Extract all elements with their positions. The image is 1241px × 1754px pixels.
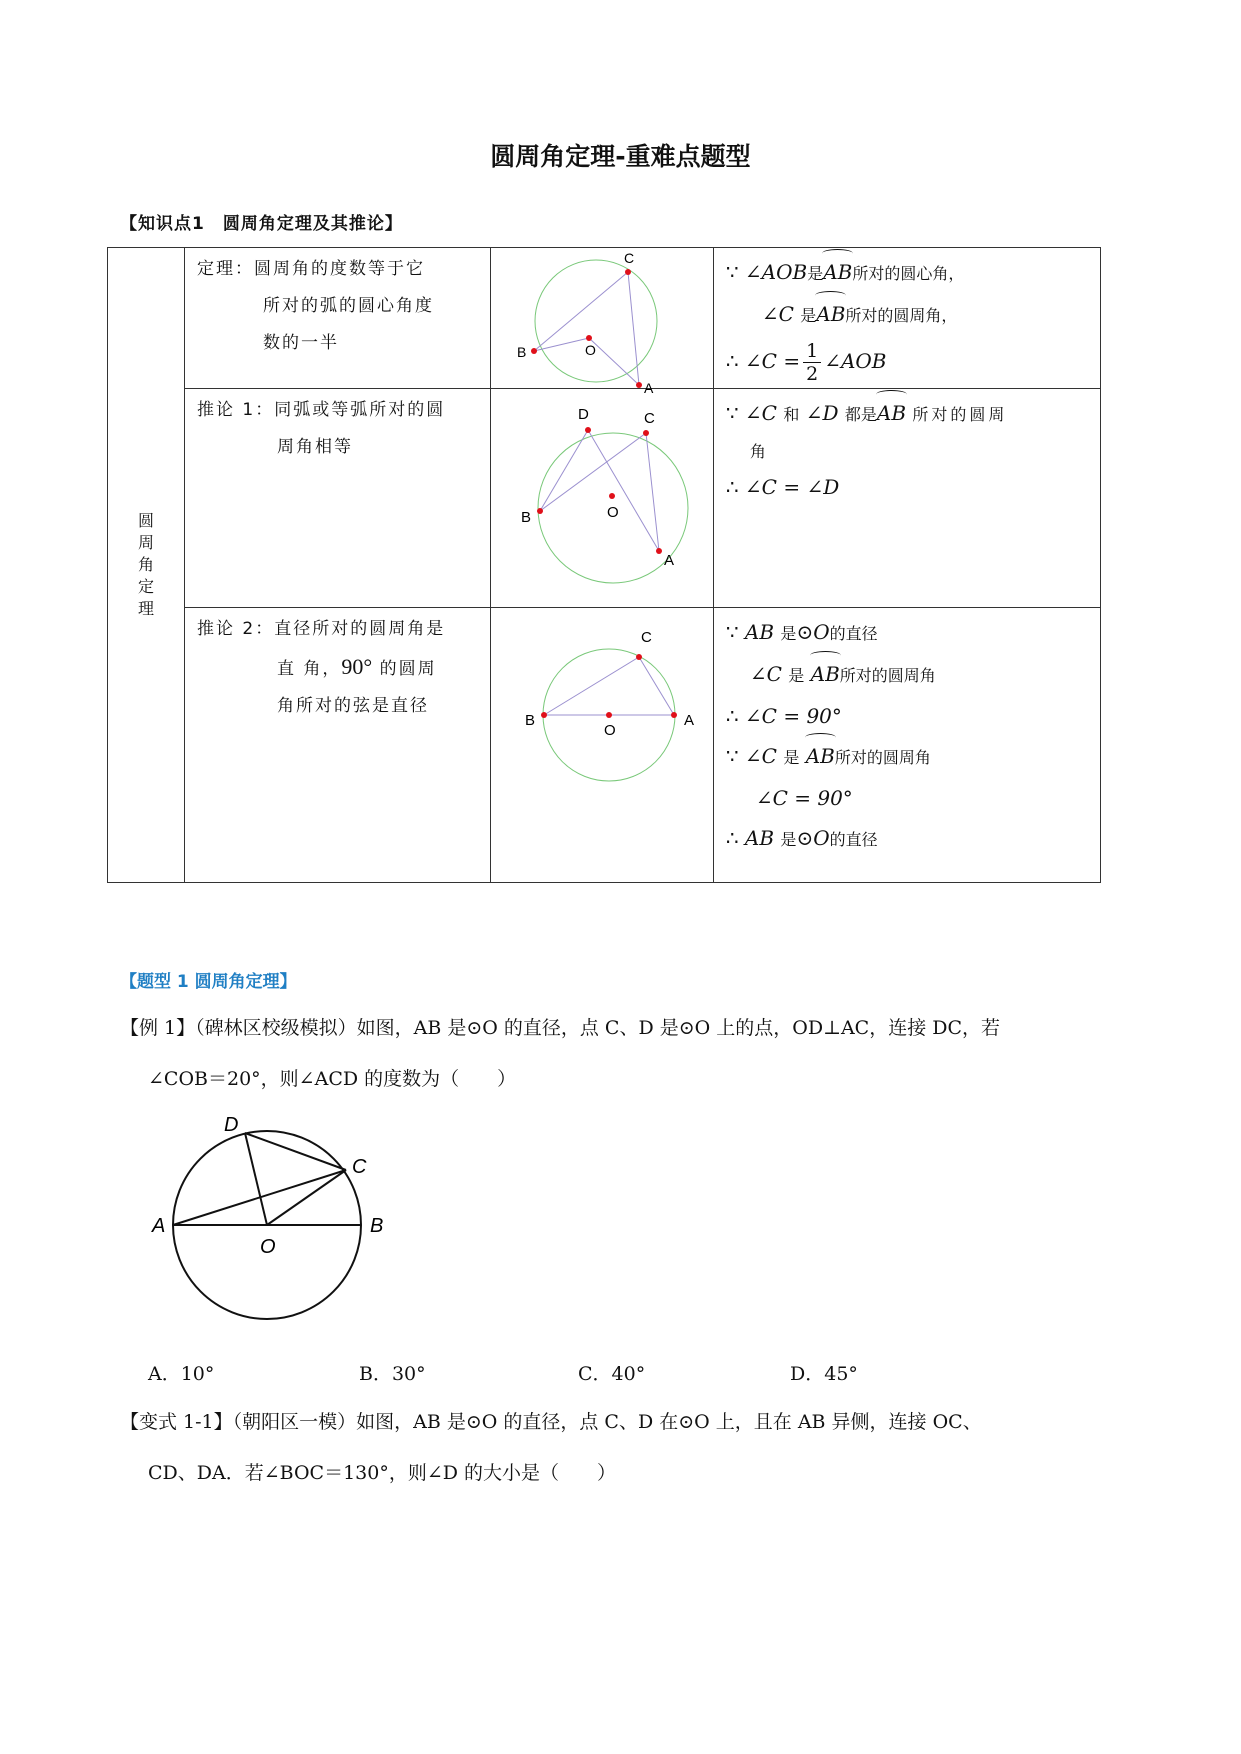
page-title: 圆周角定理-重难点题型 <box>490 142 751 171</box>
row-header-char: 定 <box>138 577 155 596</box>
proof-line: ∴ ∠C = $\frac{1}{2}$ ∠AOB <box>725 340 887 385</box>
corollary2-figure-cell <box>490 608 713 883</box>
row-header-char: 周 <box>138 533 155 552</box>
statement-line: 角所对的弦是直径 <box>277 696 430 716</box>
fig-label-a: A <box>152 1215 166 1237</box>
variant1-line1: 【变式 1-1】（朝阳区一模）如图，AB 是⊙O 的直径，点 C、D 在⊙O 上，且在 AB 异侧，连接 OC、 <box>120 1411 982 1433</box>
point-label-o: O <box>584 342 596 358</box>
example1-figure <box>140 1108 400 1328</box>
fig-label-b: B <box>370 1215 384 1237</box>
proof-line: ∴ ∠C = 90° <box>725 704 842 728</box>
corollary2-row <box>108 608 1101 883</box>
point-label-c: C <box>640 629 652 646</box>
corollary2-figure <box>491 608 713 878</box>
theorem-figure <box>491 248 713 396</box>
row-header <box>108 248 185 883</box>
proof-line: 角 <box>749 442 766 461</box>
option-c[interactable]: C．40° <box>578 1363 646 1385</box>
point-label-c: C <box>623 250 634 266</box>
point-label-b: B <box>520 509 531 526</box>
statement-line: 推论 1：同弧或等弧所对的圆 <box>197 400 446 420</box>
theorem-row <box>108 248 1101 389</box>
proof-line: ∵ ∠C 是 AB所对的圆周角 <box>726 736 1092 778</box>
example1-line1: 【例 1】（碑林区校级模拟）如图，AB 是⊙O 的直径，点 C、D 是⊙O 上的点，OD⊥AC，连接 DC，若 <box>120 1017 1001 1039</box>
proof-line: ∵ ∠C 和 ∠D 都是AB 所对的圆周 <box>726 393 1092 435</box>
fig-label-d: D <box>224 1114 239 1136</box>
option-a[interactable]: A．10° <box>148 1363 215 1385</box>
point-label-d: D <box>577 406 589 423</box>
proof-line: ∵ AB 是⊙O的直径 <box>725 620 878 644</box>
theorem-statement <box>185 248 491 389</box>
option-d[interactable]: D．45° <box>790 1363 858 1385</box>
theorem-figure-cell <box>490 248 713 396</box>
point-label-b: B <box>516 344 527 360</box>
statement-line: 所对的弧的圆心角度 <box>263 296 435 316</box>
point-label-o: O <box>603 722 616 739</box>
fig-label-o: O <box>260 1236 276 1258</box>
row-header-char: 角 <box>138 555 155 574</box>
type1-heading: 【题型 1 圆周角定理】 <box>120 972 297 992</box>
row-header-char: 理 <box>138 599 155 618</box>
variant1-line2: CD、DA．若∠BOC＝130°，则∠D 的大小是（ ） <box>148 1462 617 1484</box>
theorem-proof <box>713 248 1100 389</box>
corollary1-row <box>108 389 1101 608</box>
point-label-a: A <box>683 712 694 729</box>
statement-line: 推论 2：直径所对的圆周角是 <box>197 619 446 639</box>
proof-line: ∴ ∠C = ∠D <box>725 475 840 499</box>
point-label-c: C <box>643 410 655 427</box>
row-header-char: 圆 <box>138 511 155 530</box>
statement-line: 直 角，90° 的圆周 <box>277 654 437 679</box>
fig-label-c: C <box>352 1156 367 1178</box>
corollary2-proof <box>713 608 1100 883</box>
theorem-table <box>107 247 1101 883</box>
proof-line: ∠C = 90° <box>755 786 853 810</box>
corollary1-statement <box>185 389 491 608</box>
statement-line: 定理：圆周角的度数等于它 <box>197 259 426 279</box>
knowledge-point-heading: 【知识点1 圆周角定理及其推论】 <box>120 214 403 234</box>
statement-line: 周角相等 <box>277 437 354 457</box>
proof-line: ∠C 是 AB所对的圆周角 <box>726 654 1092 696</box>
corollary2-statement <box>185 608 491 883</box>
corollary1-proof <box>713 389 1100 608</box>
point-label-a: A <box>663 552 674 569</box>
proof-line: ∠C 是AB所对的圆周角， <box>726 294 1092 336</box>
point-label-o: O <box>606 504 619 521</box>
fraction: $\frac{1}{2}$ <box>803 340 821 385</box>
statement-line: 数的一半 <box>263 333 340 353</box>
option-b[interactable]: B．30° <box>359 1363 426 1385</box>
point-label-a: A <box>643 380 654 396</box>
proof-line: ∴ AB 是⊙O的直径 <box>725 826 878 850</box>
proof-line: ∵ ∠AOB是AB所对的圆心角， <box>726 252 1092 294</box>
example1-line2: ∠COB＝20°，则∠ACD 的度数为（ ） <box>148 1068 517 1090</box>
point-label-b: B <box>524 712 535 729</box>
corollary1-figure <box>491 389 713 603</box>
corollary1-figure-cell <box>490 389 713 608</box>
